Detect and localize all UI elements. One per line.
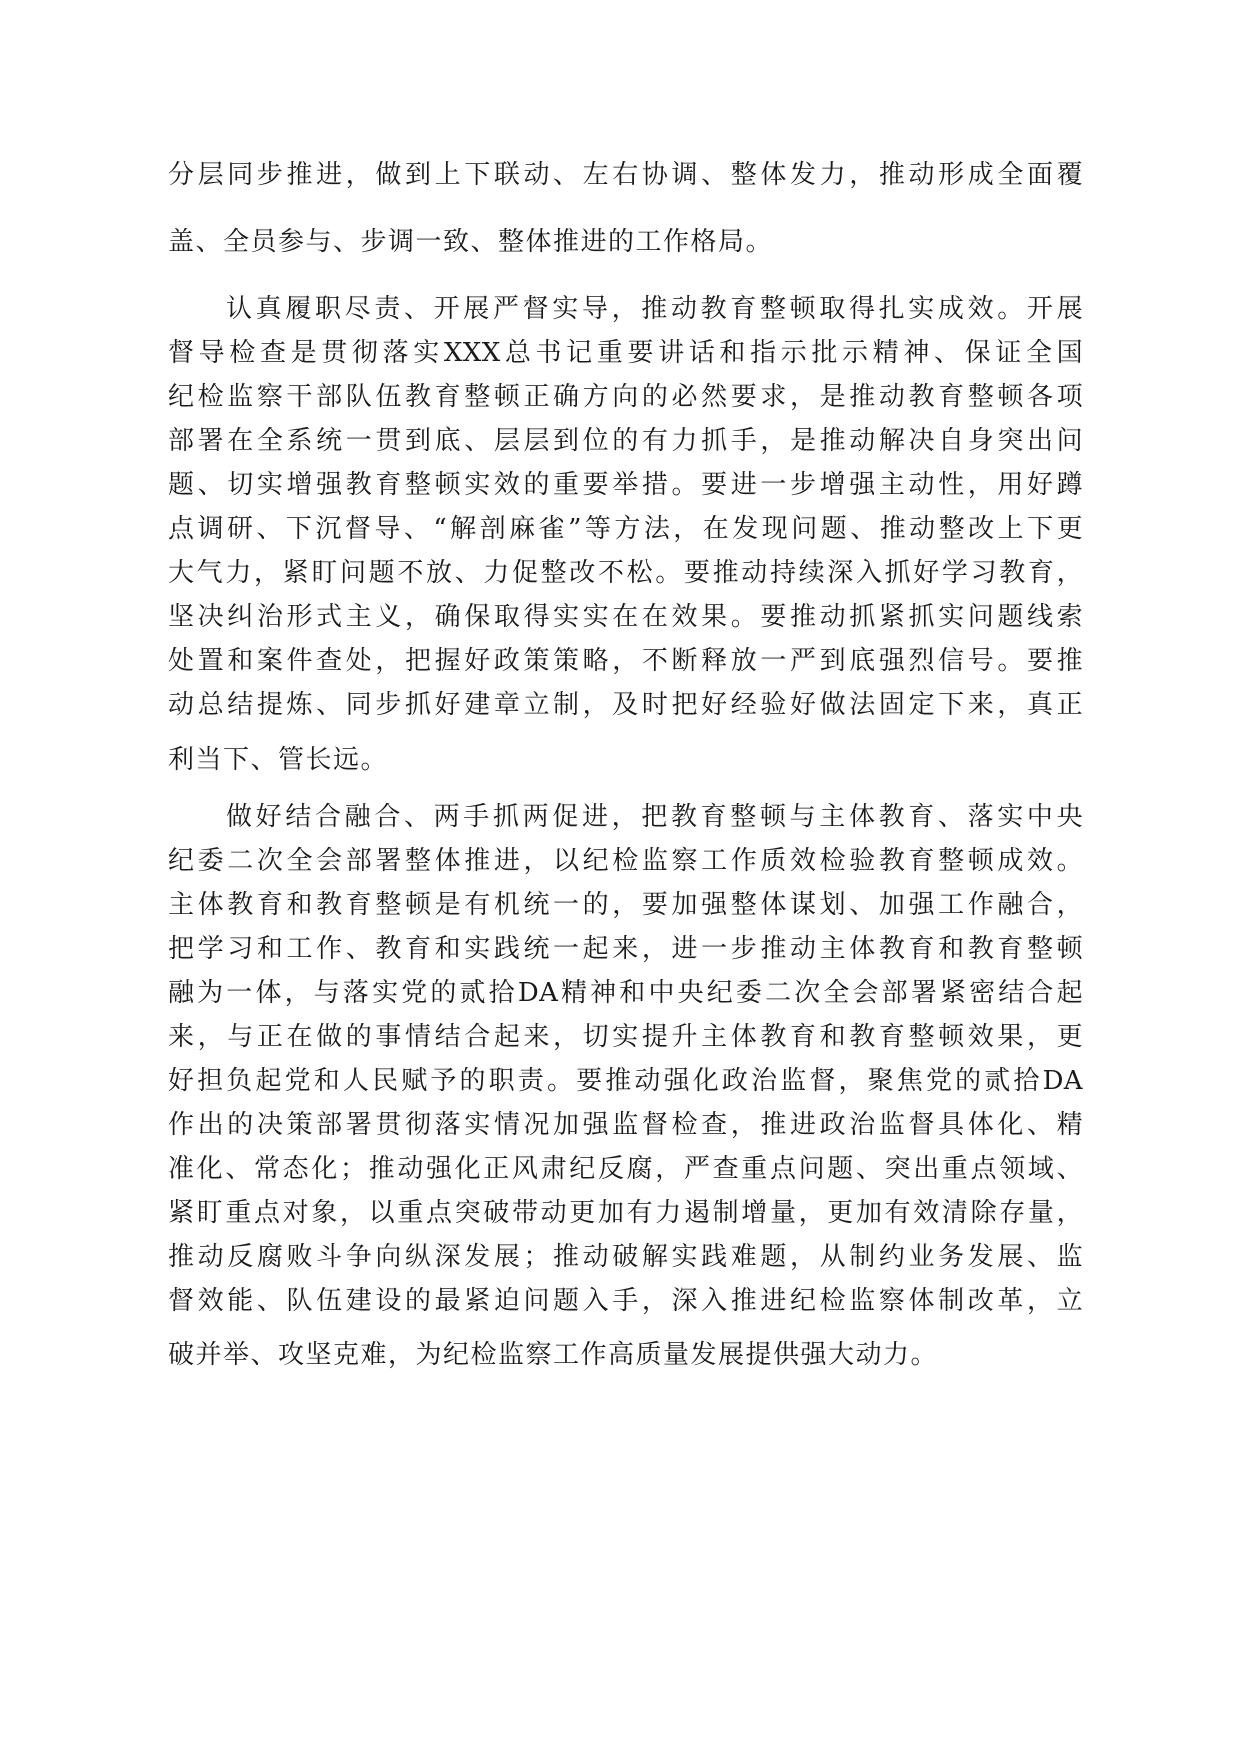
text-line: 推动反腐败斗争向纵深发展；推动破解实践难题，从制约业务发展、监 (168, 1242, 1083, 1272)
text-line: 督效能、队伍建设的最紧迫问题入手，深入推进纪检监察体制改革，立 (168, 1286, 1083, 1316)
text-line: 点调研、下沉督导、“解剖麻雀”等方法，在发现问题、推动整改上下更 (168, 514, 1083, 544)
text-line: 题、切实增强教育整顿实效的重要举措。要进一步增强主动性，用好蹲 (168, 470, 1083, 500)
text-line: 利当下、管长远。 (168, 745, 389, 775)
text-line: 处置和案件查处，把握好政策策略，不断释放一严到底强烈信号。要推 (168, 646, 1083, 676)
text-line: 坚决纠治形式主义，确保取得实实在在效果。要推动抓紧抓实问题线索 (168, 602, 1083, 632)
text-line: 纪检监察干部队伍教育整顿正确方向的必然要求，是推动教育整顿各项 (168, 382, 1083, 412)
text-line: 作出的决策部署贯彻落实情况加强监督检查，推进政治监督具体化、精 (168, 1110, 1083, 1140)
text-line: 部署在全系统一贯到底、层层到位的有力抓手，是推动解决自身突出问 (168, 426, 1083, 456)
text-line: 大气力，紧盯问题不放、力促整改不松。要推动持续深入抓好学习教育， (168, 558, 1083, 588)
text-line: 分层同步推进，做到上下联动、左右协调、整体发力，推动形成全面覆 (168, 160, 1083, 190)
text-line: 动总结提炼、同步抓好建章立制，及时把好经验好做法固定下来，真正 (168, 690, 1083, 720)
text-line: 纪委二次全会部署整体推进，以纪检监察工作质效检验教育整顿成效。 (168, 846, 1083, 876)
text-line: 准化、常态化；推动强化正风肃纪反腐，严查重点问题、突出重点领域、 (168, 1154, 1083, 1184)
text-line: 把学习和工作、教育和实践统一起来，进一步推动主体教育和教育整顿 (168, 934, 1083, 964)
text-line: 破并举、攻坚克难，为纪检监察工作高质量发展提供强大动力。 (168, 1340, 939, 1370)
paragraph-first-line: 做好结合融合、两手抓两促进，把教育整顿与主体教育、落实中央 (226, 802, 1083, 832)
text-line: 主体教育和教育整顿是有机统一的，要加强整体谋划、加强工作融合， (168, 890, 1083, 920)
paragraph-first-line: 认真履职尽责、开展严督实导，推动教育整顿取得扎实成效。开展 (226, 294, 1083, 324)
text-line: 盖、全员参与、步调一致、整体推进的工作格局。 (168, 227, 774, 257)
text-line: 融为一体，与落实党的贰拾DA精神和中央纪委二次全会部署紧密结合起 (168, 978, 1083, 1008)
text-line: 来，与正在做的事情结合起来，切实提升主体教育和教育整顿效果，更 (168, 1022, 1083, 1052)
text-line: 紧盯重点对象，以重点突破带动更加有力遏制增量，更加有效清除存量， (168, 1198, 1083, 1228)
text-line: 好担负起党和人民赋予的职责。要推动强化政治监督，聚焦党的贰拾DA (168, 1066, 1083, 1096)
text-line: 督导检查是贯彻落实XXX总书记重要讲话和指示批示精神、保证全国 (168, 338, 1083, 368)
